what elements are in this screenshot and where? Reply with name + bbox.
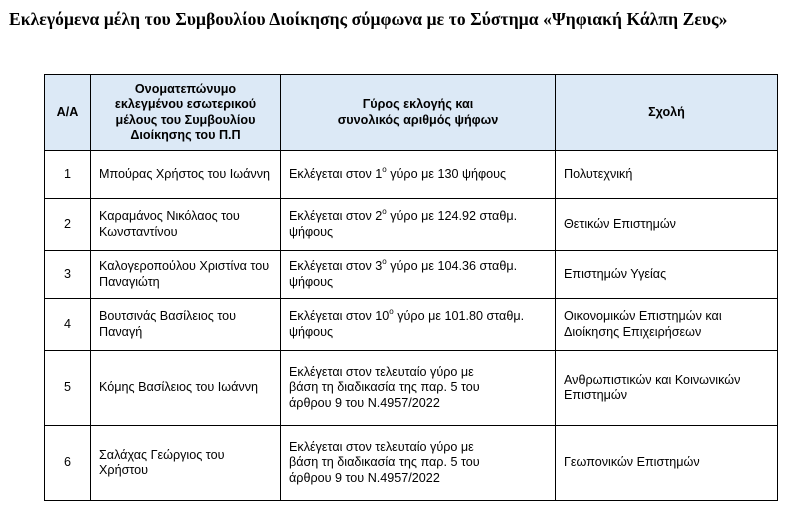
header-school: Σχολή <box>556 75 778 151</box>
elected-members-table <box>44 74 778 501</box>
cell-school: Πολυτεχνική <box>556 151 778 199</box>
round-text-rest: γύρο με 101.80 σταθμ. ψήφους <box>289 309 525 339</box>
header-name: Ονοματεπώνυμο εκλεγμένου εσωτερικού μέλους του Συμβουλίου Διοίκησης του Π.Π <box>91 75 281 151</box>
cell-index: 3 <box>45 251 91 299</box>
cell-name: Καραμάνος Νικόλαος του Κωνσταντίνου <box>91 199 281 251</box>
round-text-rest: γύρο με 124.92 σταθμ. ψήφους <box>289 209 518 239</box>
cell-name: Καλογεροπούλου Χριστίνα του Παναγιώτη <box>91 251 281 299</box>
cell-name: Μπούρας Χρήστος του Ιωάννη <box>91 151 281 199</box>
cell-index: 1 <box>45 151 91 199</box>
cell-index: 2 <box>45 199 91 251</box>
round-text: Εκλέγεται στον τελευταίο γύρο με βάση τη διαδικασία της παρ. 5 του άρθρου 9 του Ν.4957/2022 <box>289 439 480 485</box>
cell-round <box>281 199 556 251</box>
table-row <box>45 199 778 251</box>
header-round: Γύρος εκλογής και συνολικός αριθμός ψήφων <box>281 75 556 151</box>
round-text: Εκλέγεται στον 3 <box>289 259 383 273</box>
cell-round <box>281 426 556 501</box>
round-text: Εκλέγεται στον 10 <box>289 309 390 323</box>
cell-name: Σαλάχας Γεώργιος του Χρήστου <box>91 426 281 501</box>
cell-name: Βουτσινάς Βασίλειος του Παναγή <box>91 299 281 351</box>
table-row <box>45 251 778 299</box>
round-text-rest: γύρο με 104.36 σταθμ. ψήφους <box>289 259 518 289</box>
ordinal-suffix: ο <box>382 164 387 174</box>
cell-school: Γεωπονικών Επιστημών <box>556 426 778 501</box>
header-index: Α/Α <box>45 75 91 151</box>
document-title: Εκλεγόμενα μέλη του Συμβουλίου Διοίκησης σύμφωνα με το Σύστημα «Ψηφιακή Κάλπη Ζευς» <box>9 9 728 29</box>
cell-school: Οικονομικών Επιστημών και Διοίκησης Επιχειρήσεων <box>556 299 778 351</box>
round-text: Εκλέγεται στον 2 <box>289 209 383 223</box>
ordinal-suffix: ο <box>382 256 387 266</box>
cell-school: Ανθρωπιστικών και Κοινωνικών Επιστημών <box>556 351 778 426</box>
cell-round <box>281 151 556 199</box>
table-row <box>45 151 778 199</box>
table-row <box>45 299 778 351</box>
round-text: Εκλέγεται στον τελευταίο γύρο με βάση τη διαδικασία της παρ. 5 του άρθρου 9 του Ν.4957/2022 <box>289 364 480 410</box>
cell-school: Θετικών Επιστημών <box>556 199 778 251</box>
ordinal-suffix: ο <box>382 206 387 216</box>
table-header-row <box>45 75 778 151</box>
cell-round <box>281 351 556 426</box>
cell-index: 6 <box>45 426 91 501</box>
cell-round <box>281 299 556 351</box>
cell-index: 4 <box>45 299 91 351</box>
table-row <box>45 351 778 426</box>
cell-school: Επιστημών Υγείας <box>556 251 778 299</box>
round-text-rest: γύρο με 130 ψήφους <box>386 166 507 181</box>
round-text: Εκλέγεται στον 1 <box>289 166 383 181</box>
cell-name: Κόμης Βασίλειος του Ιωάννη <box>91 351 281 426</box>
table-row <box>45 426 778 501</box>
ordinal-suffix: ο <box>389 306 394 316</box>
cell-round <box>281 251 556 299</box>
cell-index: 5 <box>45 351 91 426</box>
